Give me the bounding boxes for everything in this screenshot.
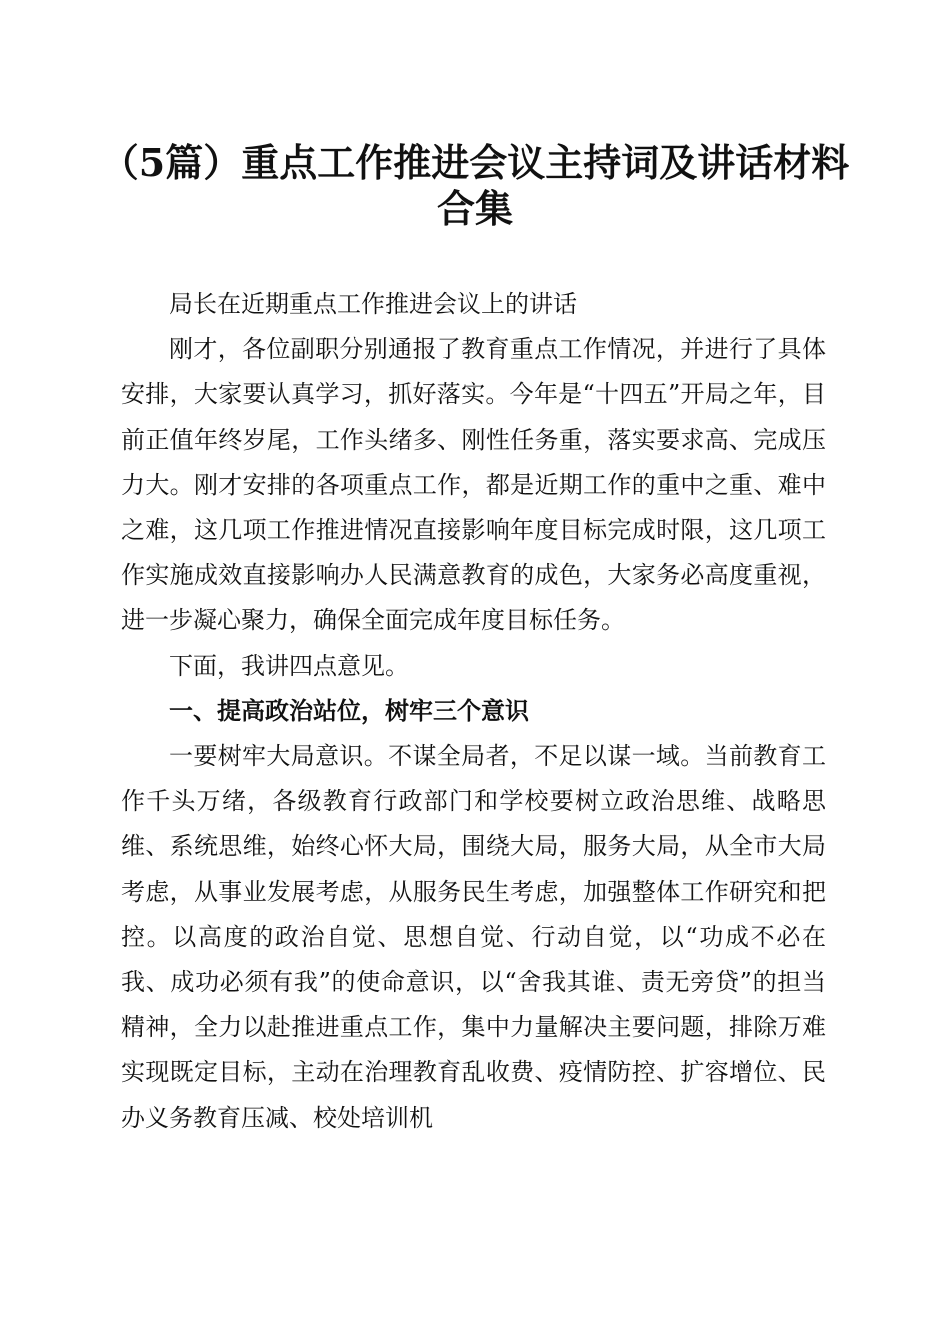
body-paragraph: 下面，我讲四点意见。 — [169, 651, 409, 680]
document-body — [121, 282, 826, 1141]
body-paragraph: 刚才，各位副职分别通报了教育重点工作情况，并进行了具体安排，大家要认真学习，抓好落实。今年是“十四五”开局之年，目前正值年终岁尾，工作头绪多、刚性任务重，落实要求高、完成压力大。刚才安排的各项重点工作，都是近期工作的重中之重、难中之难，这几项工作推进情况直接影响年度目标完成时限，这几项工作实施成效直接影响办人民满意教育的成色，大家务必高度重视，进一步凝心聚力，确保全面完成年度目标任务。 — [121, 335, 826, 635]
section-heading: 一、提高政治站位，树牢三个意识 — [169, 696, 529, 725]
document-title-continued: 合集 — [436, 186, 513, 231]
body-paragraph: 一要树牢大局意识。不谋全局者，不足以谋一域。当前教育工作千头万绪，各级教育行政部门和学校要树立政治思维、战略思维、系统思维，始终心怀大局，围绕大局，服务大局，从全市大局考虑，从事业发展考虑，从服务民生考虑，加强整体工作研究和把控。以高度的政治自觉、思想自觉、行动自觉，以“功成不必在我、成功必须有我”的使命意识，以“舍我其谁、责无旁贷”的担当精神，全力以赴推进重点工作，集中力量解决主要问题，排除万难实现既定目标，主动在治理教育乱收费、疫情防控、扩容增位、民办义务教育压减、校处培训机 — [121, 742, 826, 1132]
speech-subtitle: 局长在近期重点工作推进会议上的讲话 — [169, 290, 577, 318]
document-title: （5篇）重点工作推进会议主持词及讲话材料 — [100, 140, 850, 185]
